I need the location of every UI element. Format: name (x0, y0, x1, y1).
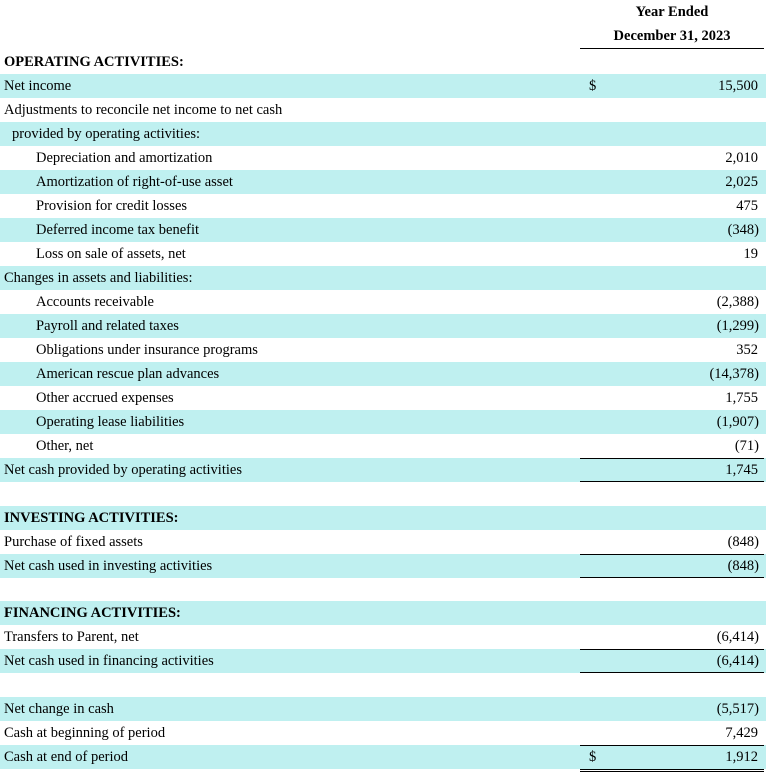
adjustments-label-continued: provided by operating activities: (12, 126, 201, 142)
table-row (0, 386, 766, 410)
table-row (0, 290, 766, 314)
financing-total-label: Net cash used in financing activities (4, 653, 214, 669)
line-item-value: 1,755 (725, 390, 758, 406)
line-item-label: Depreciation and amortization (36, 150, 213, 166)
financing-total-value: (6,414) (716, 653, 759, 669)
table-row (0, 410, 766, 434)
changes-label-row (0, 266, 766, 290)
line-item-label: Other accrued expenses (36, 390, 174, 406)
line-item-value: 2,025 (725, 174, 758, 190)
line-item-value: 352 (736, 342, 758, 358)
ending-cash-row (0, 745, 766, 769)
table-row (0, 146, 766, 170)
net-income-value: 15,500 (718, 78, 758, 94)
financing-total-row (0, 649, 766, 673)
line-item-label: Other, net (36, 438, 94, 454)
beginning-cash-row (0, 721, 766, 745)
operating-total-label: Net cash provided by operating activities (4, 462, 242, 478)
line-item-value: 19 (743, 246, 758, 262)
spacer-row (0, 482, 766, 506)
investing-total-value: (848) (727, 558, 759, 574)
line-item-label: Transfers to Parent, net (4, 629, 139, 645)
line-item-value: 475 (736, 198, 758, 214)
net-change-value: (5,517) (716, 701, 759, 717)
grand-total-double-rule (580, 769, 764, 772)
header-divider (580, 48, 764, 49)
beginning-cash-value: 7,429 (725, 725, 758, 741)
table-row (0, 530, 766, 554)
line-item-value: (14,378) (709, 366, 759, 382)
line-item-label: Provision for credit losses (36, 198, 188, 214)
investing-total-label: Net cash used in investing activities (4, 558, 213, 574)
operating-total-value: 1,745 (725, 462, 758, 478)
line-item-value: (348) (727, 222, 759, 238)
table-row (0, 194, 766, 218)
ending-cash-label: Cash at end of period (4, 749, 129, 765)
table-row (0, 170, 766, 194)
net-income-label: Net income (4, 78, 72, 94)
spacer-row (0, 673, 766, 697)
beginning-cash-label: Cash at beginning of period (4, 725, 166, 741)
table-row (0, 218, 766, 242)
net-change-row (0, 697, 766, 721)
table-row (0, 314, 766, 338)
line-item-label: Purchase of fixed assets (4, 534, 143, 550)
line-item-value: (6,414) (716, 629, 759, 645)
spacer-row (0, 578, 766, 602)
ending-cash-value: 1,912 (725, 749, 758, 765)
operating-total-row (0, 458, 766, 482)
net-change-label: Net change in cash (4, 701, 114, 717)
line-item-value: 2,010 (725, 150, 758, 166)
financing-heading: FINANCING ACTIVITIES: (4, 605, 181, 621)
line-item-label: Amortization of right-of-use asset (36, 174, 233, 190)
table-row (0, 625, 766, 649)
investing-heading: INVESTING ACTIVITIES: (4, 510, 179, 526)
financing-heading-row (0, 601, 766, 625)
table-row (0, 434, 766, 458)
net-income-row (0, 74, 766, 98)
line-item-value: (2,388) (716, 294, 759, 310)
line-item-value: (1,907) (716, 414, 759, 430)
column-header-year-ended: Year Ended (635, 4, 709, 20)
line-item-label: Operating lease liabilities (36, 414, 185, 430)
line-item-value: (848) (727, 534, 759, 550)
line-item-value: (71) (734, 438, 759, 454)
table-row (0, 362, 766, 386)
operating-heading-row (0, 50, 766, 74)
line-item-label: Loss on sale of assets, net (36, 246, 186, 262)
adjustments-label-row (0, 98, 766, 122)
changes-label: Changes in assets and liabilities: (4, 270, 193, 286)
column-header-date: December 31, 2023 (613, 28, 731, 44)
line-item-label: Accounts receivable (36, 294, 154, 310)
operating-heading: OPERATING ACTIVITIES: (4, 54, 184, 70)
table-row (0, 242, 766, 266)
currency-symbol: $ (589, 749, 597, 765)
line-item-label: Obligations under insurance programs (36, 342, 258, 358)
line-item-label: Payroll and related taxes (36, 318, 179, 334)
adjustments-label: Adjustments to reconcile net income to net cash (4, 102, 283, 118)
investing-heading-row (0, 506, 766, 530)
table-row (0, 338, 766, 362)
investing-total-row (0, 554, 766, 578)
line-item-label: American rescue plan advances (36, 366, 220, 382)
line-item-label: Deferred income tax benefit (36, 222, 200, 238)
currency-symbol: $ (589, 78, 597, 94)
adjustments-label-row-2 (0, 122, 766, 146)
line-item-value: (1,299) (716, 318, 759, 334)
